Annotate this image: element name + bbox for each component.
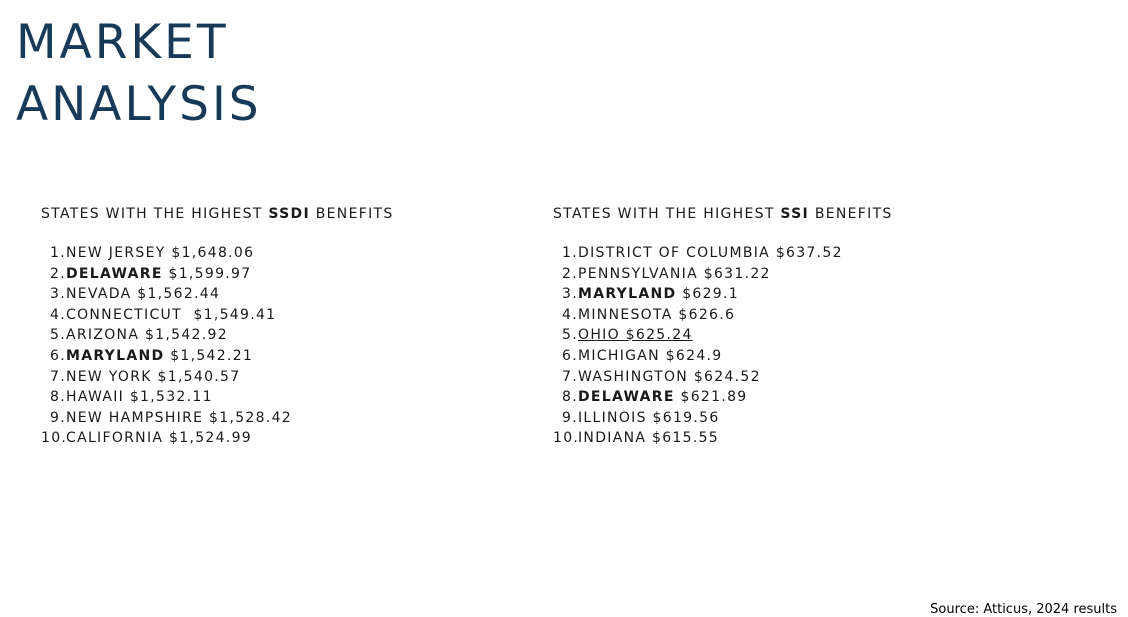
rank-number: 5. xyxy=(562,327,578,344)
ssi-heading-bold: SSI xyxy=(780,206,810,222)
state-name: MINNESOTA xyxy=(578,306,673,323)
ssi-heading xyxy=(553,206,893,222)
list-item xyxy=(41,284,394,305)
list-item xyxy=(553,243,893,264)
list-item xyxy=(553,428,893,449)
rank-number: 9. xyxy=(50,409,66,426)
state-name: ARIZONA xyxy=(66,327,140,344)
ssi-list xyxy=(553,243,893,449)
benefit-value: $1,532.11 xyxy=(129,389,213,406)
rank-number: 8. xyxy=(562,389,578,406)
rank-number: 10. xyxy=(553,430,580,447)
benefit-value: $624.52 xyxy=(693,368,761,385)
state-name: ILLINOIS xyxy=(578,409,647,426)
benefit-value: $1,542.21 xyxy=(170,347,254,364)
rank-number: 1. xyxy=(50,245,66,261)
benefit-value: $621.89 xyxy=(680,389,748,406)
rank-number: 9. xyxy=(562,409,578,426)
state-name: NEVADA xyxy=(66,286,132,303)
rank-number: 3. xyxy=(50,286,66,303)
rank-number: 4. xyxy=(50,306,66,323)
benefit-value: $1,599.97 xyxy=(168,265,252,282)
list-item xyxy=(41,367,394,388)
state-name: NEW HAMPSHIRE xyxy=(66,409,204,426)
title-line-1: MARKET xyxy=(16,15,229,70)
list-item xyxy=(41,408,394,429)
state-name: MARYLAND xyxy=(66,347,165,364)
list-item xyxy=(41,387,394,408)
ssi-heading-post: BENEFITS xyxy=(809,206,893,222)
state-name: MICHIGAN xyxy=(578,347,660,364)
source-note: Source: Atticus, 2024 results xyxy=(930,602,1117,617)
state-name: NEW YORK xyxy=(66,368,152,385)
rank-number: 10. xyxy=(41,430,68,447)
benefit-value: $624.9 xyxy=(665,347,723,364)
list-item xyxy=(553,284,893,305)
benefit-value: $1,528.42 xyxy=(209,409,292,426)
list-item xyxy=(553,264,893,285)
list-item xyxy=(553,367,893,388)
ssdi-section xyxy=(41,206,394,449)
state-name: PENNSYLVANIA xyxy=(578,265,698,282)
title-line-2: ANALYSIS xyxy=(16,77,262,132)
state-name: INDIANA xyxy=(578,430,647,447)
rank-number: 7. xyxy=(562,368,578,385)
list-item xyxy=(41,305,394,326)
ssdi-heading xyxy=(41,206,394,222)
state-name: OHIO xyxy=(578,327,620,344)
state-name: CONNECTICUT xyxy=(66,306,188,323)
ssdi-heading-bold: SSDI xyxy=(268,206,310,222)
benefit-value: $637.52 xyxy=(775,245,843,261)
ssdi-heading-post: BENEFITS xyxy=(310,206,394,222)
list-item xyxy=(553,346,893,367)
ssi-section xyxy=(553,206,893,449)
state-name: WASHINGTON xyxy=(578,368,689,385)
rank-number: 7. xyxy=(50,368,66,385)
rank-number: 5. xyxy=(50,327,66,344)
rank-number: 6. xyxy=(50,347,66,364)
benefit-value: $1,648.06 xyxy=(171,245,255,261)
ssdi-heading-pre: STATES WITH THE HIGHEST xyxy=(41,206,269,222)
state-name: DELAWARE xyxy=(66,265,163,282)
rank-number: 3. xyxy=(562,286,578,303)
benefit-value: $631.22 xyxy=(703,265,771,282)
list-item xyxy=(41,428,394,449)
list-item xyxy=(553,387,893,408)
list-item xyxy=(41,325,394,346)
benefit-value: $1,562.44 xyxy=(137,286,221,303)
list-item xyxy=(41,346,394,367)
state-name: NEW JERSEY xyxy=(66,245,166,261)
state-name: DELAWARE xyxy=(578,389,675,406)
rank-number: 6. xyxy=(562,347,578,364)
rank-number: 4. xyxy=(562,306,578,323)
benefit-value: $629.1 xyxy=(682,286,739,303)
benefit-value: $1,549.41 xyxy=(193,306,277,323)
state-name: DISTRICT OF COLUMBIA xyxy=(578,245,771,261)
rank-number: 2. xyxy=(50,265,66,282)
ssdi-list xyxy=(41,243,394,449)
underlined-entry xyxy=(578,325,693,346)
benefit-value: $1,540.57 xyxy=(157,368,241,385)
benefit-value: $625.24 xyxy=(625,327,693,344)
rank-number: 8. xyxy=(50,389,66,406)
benefit-value: $626.6 xyxy=(678,306,736,323)
benefit-value: $619.56 xyxy=(652,409,720,426)
list-item xyxy=(553,408,893,429)
state-name: HAWAII xyxy=(66,389,125,406)
rank-number: 1. xyxy=(562,245,578,261)
list-item xyxy=(41,264,394,285)
rank-number: 2. xyxy=(562,265,578,282)
list-item xyxy=(553,305,893,326)
list-item xyxy=(553,325,893,346)
list-item xyxy=(41,243,394,264)
benefit-value: $615.55 xyxy=(652,430,720,447)
ssi-heading-pre: STATES WITH THE HIGHEST xyxy=(553,206,781,222)
benefit-value: $1,542.92 xyxy=(144,327,228,344)
state-name: CALIFORNIA xyxy=(66,430,164,447)
page-title xyxy=(16,12,262,136)
benefit-value: $1,524.99 xyxy=(169,430,252,447)
state-name: MARYLAND xyxy=(578,286,677,303)
